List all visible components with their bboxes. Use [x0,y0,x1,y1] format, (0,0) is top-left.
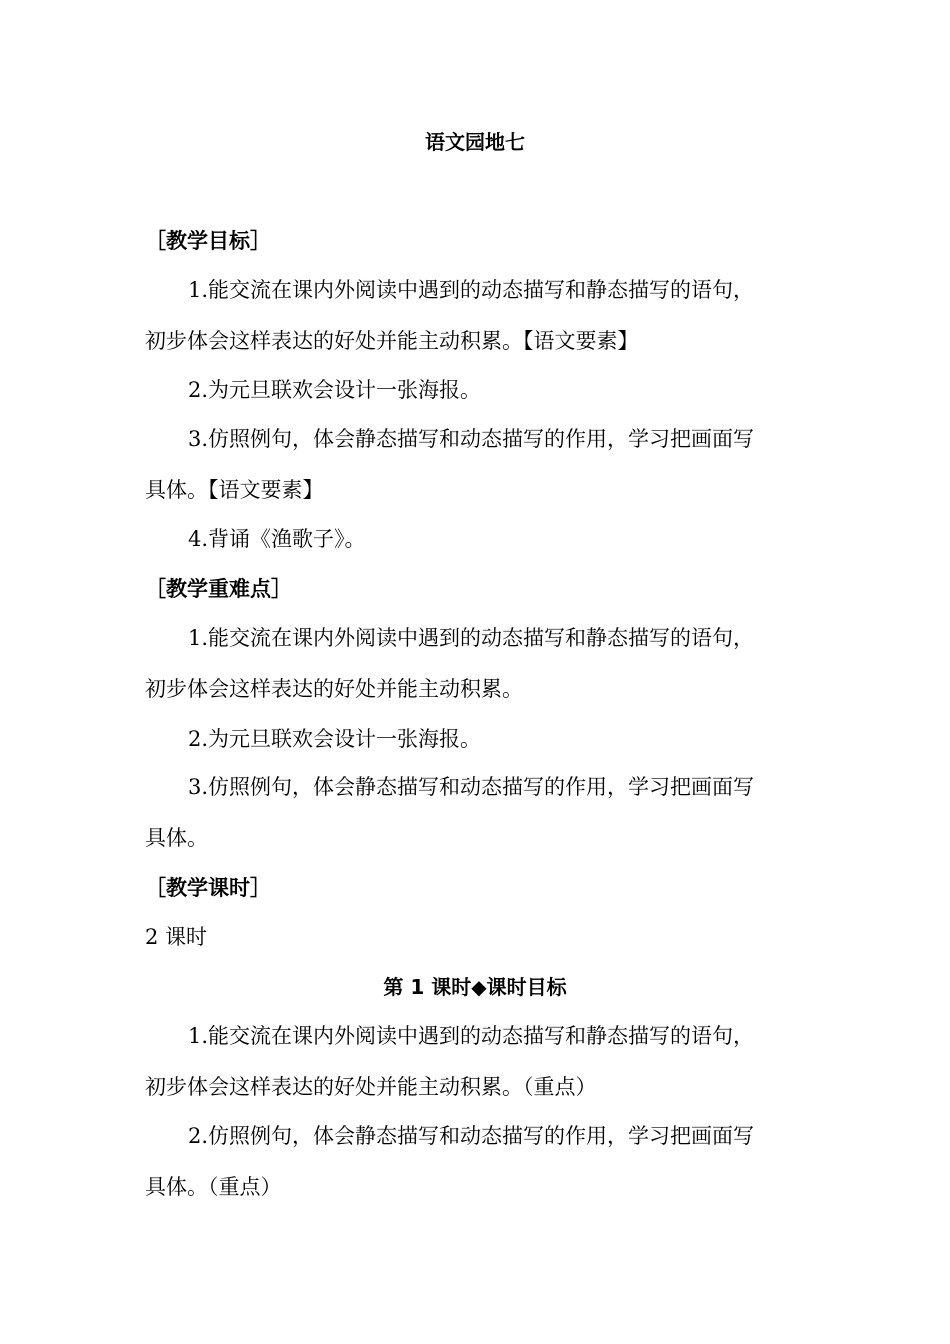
section-heading-key-points: ［教学重难点］ [145,577,292,601]
lesson-goal-line-1: 1.能交流在课内外阅读中遇到的动态描写和静态描写的语句， [188,1024,755,1048]
objective-line-4: 4.背诵《渔歌子》。 [188,527,366,551]
objective-line-2: 2.为元旦联欢会设计一张海报。 [188,378,482,402]
lesson-goal-line-2: 2.仿照例句，体会静态描写和动态描写的作用，学习把画面写 [188,1124,755,1148]
objective-line-3-cont: 具体。【语文要素】 [145,478,324,502]
section-heading-objectives: ［教学目标］ [145,229,271,253]
key-point-line-1: 1.能交流在课内外阅读中遇到的动态描写和静态描写的语句， [188,626,755,650]
key-point-line-3-cont: 具体。 [145,826,208,850]
lesson-1-heading: 第 1 课时◆课时目标 [383,975,567,999]
periods-value: 2 课时 [145,925,208,949]
section-heading-periods: ［教学课时］ [145,876,271,900]
lesson-goal-line-1-cont: 初步体会这样表达的好处并能主动积累。（重点） [145,1075,597,1099]
document-title: 语文园地七 [425,130,525,154]
objective-line-3: 3.仿照例句，体会静态描写和动态描写的作用，学习把画面写 [188,427,755,451]
key-point-line-2: 2.为元旦联欢会设计一张海报。 [188,727,482,751]
objective-line-1: 1.能交流在课内外阅读中遇到的动态描写和静态描写的语句， [188,278,755,302]
lesson-goal-line-2-cont: 具体。（重点） [145,1175,282,1199]
key-point-line-3: 3.仿照例句，体会静态描写和动态描写的作用，学习把画面写 [188,775,755,799]
objective-line-1-cont: 初步体会这样表达的好处并能主动积累。【语文要素】 [145,329,639,353]
key-point-line-1-cont: 初步体会这样表达的好处并能主动积累。 [145,677,523,701]
